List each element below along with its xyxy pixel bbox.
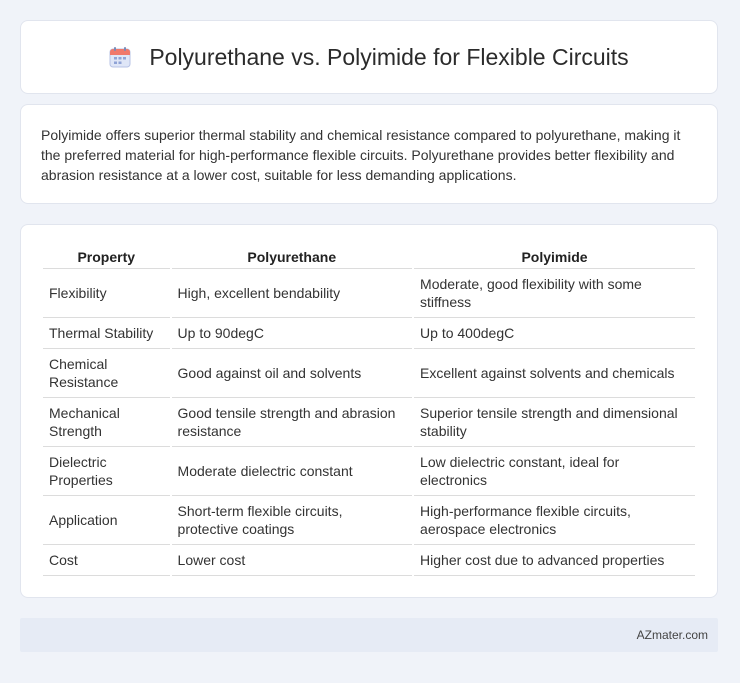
cell-polyurethane: Short-term flexible circuits, protective coatings <box>172 496 413 545</box>
cell-polyimide: Up to 400degC <box>414 318 695 349</box>
cell-polyimide: Moderate, good flexibility with some stiffness <box>414 269 695 318</box>
cell-property: Dielectric Properties <box>43 447 170 496</box>
cell-polyurethane: Moderate dielectric constant <box>172 447 413 496</box>
table-row <box>43 318 695 349</box>
table-row <box>43 269 695 318</box>
footer-brand: AZmater.com <box>636 628 708 642</box>
cell-property: Application <box>43 496 170 545</box>
column-header-polyimide: Polyimide <box>414 245 695 269</box>
comparison-table <box>41 245 697 576</box>
cell-polyurethane: Lower cost <box>172 545 413 576</box>
cell-property: Cost <box>43 545 170 576</box>
cell-polyimide: Low dielectric constant, ideal for electronics <box>414 447 695 496</box>
summary-card <box>20 104 718 204</box>
comparison-table-card <box>20 224 718 598</box>
cell-polyurethane: Good tensile strength and abrasion resistance <box>172 398 413 447</box>
calendar-icon <box>109 46 131 68</box>
cell-polyurethane: Good against oil and solvents <box>172 349 413 398</box>
table-row <box>43 447 695 496</box>
cell-polyimide: Higher cost due to advanced properties <box>414 545 695 576</box>
column-header-property: Property <box>43 245 170 269</box>
cell-property: Flexibility <box>43 269 170 318</box>
cell-property: Chemical Resistance <box>43 349 170 398</box>
table-row <box>43 496 695 545</box>
cell-polyurethane: Up to 90degC <box>172 318 413 349</box>
column-header-polyurethane: Polyurethane <box>172 245 413 269</box>
cell-polyimide: Superior tensile strength and dimensional stability <box>414 398 695 447</box>
page-title: Polyurethane vs. Polyimide for Flexible Circuits <box>149 43 629 70</box>
summary-text: Polyimide offers superior thermal stability and chemical resistance compared to polyurethane, making it the preferred material for high-performance flexible circuits. Polyurethane provides better flexibility and abrasion resistance at a lower cost, suitable for less demanding applications. <box>41 127 681 183</box>
table-row <box>43 545 695 576</box>
cell-property: Mechanical Strength <box>43 398 170 447</box>
cell-polyimide: High-performance flexible circuits, aerospace electronics <box>414 496 695 545</box>
table-row <box>43 398 695 447</box>
cell-property: Thermal Stability <box>43 318 170 349</box>
cell-polyurethane: High, excellent bendability <box>172 269 413 318</box>
table-header-row <box>43 245 695 269</box>
table-row <box>43 349 695 398</box>
title-card <box>20 20 718 94</box>
footer <box>20 618 718 652</box>
cell-polyimide: Excellent against solvents and chemicals <box>414 349 695 398</box>
